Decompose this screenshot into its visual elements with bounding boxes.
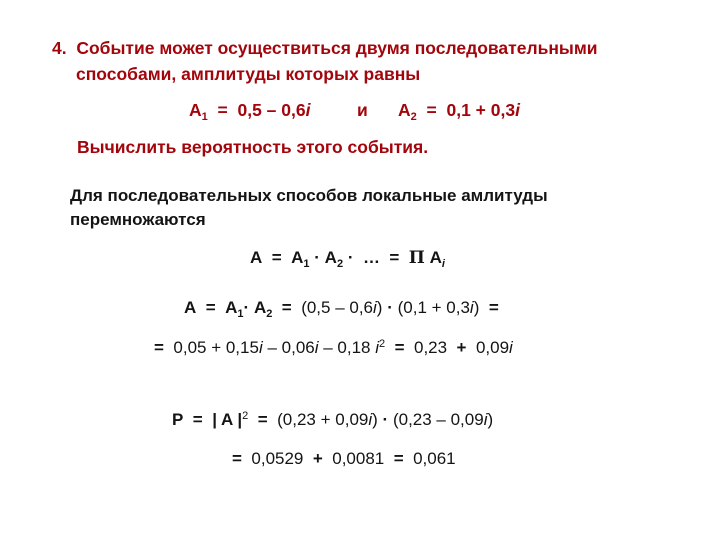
- step2-real: 0,23: [414, 338, 448, 357]
- rule-ai: A: [429, 248, 442, 267]
- step2-eq2: =: [394, 338, 405, 357]
- result-plus: +: [312, 449, 323, 468]
- result-v1: 0,0529: [251, 449, 304, 468]
- prob-factor1-close: ): [372, 410, 378, 429]
- rule-dots: …: [362, 248, 380, 267]
- problem-text-1: Событие может осуществиться двумя последовательными: [76, 38, 598, 58]
- step1-dot1: ·: [243, 298, 250, 317]
- rule-s2: 2: [336, 258, 344, 270]
- prob-factor2-close: ): [487, 410, 494, 429]
- rule-a2: A: [324, 248, 337, 267]
- amp1-imag: i: [305, 100, 311, 120]
- amp1-eq: =: [217, 100, 228, 120]
- prob-factor2: (0,23 – 0,09: [392, 410, 484, 429]
- amplitude-1: [189, 100, 310, 123]
- problem-number: 4.: [52, 38, 67, 58]
- rule-eq1: =: [271, 248, 282, 267]
- step1-a2: A: [253, 298, 267, 317]
- step1-eq3: =: [488, 298, 499, 317]
- rule-prod: Π: [408, 248, 425, 268]
- amplitude-2: [398, 100, 520, 123]
- prob-power: 2: [242, 410, 249, 422]
- amp2-symbol: A: [398, 100, 411, 120]
- step2-term3: – 0,18: [323, 338, 376, 357]
- prob-factor2-imag: i: [483, 410, 488, 429]
- step2-eq1: =: [154, 338, 164, 357]
- step2-term2-imag: i: [314, 338, 319, 357]
- step1-a1: A: [225, 298, 238, 317]
- rule-eq2: =: [389, 248, 400, 267]
- step1-factor1-imag: i: [373, 298, 377, 317]
- step2-imag: i: [509, 338, 513, 357]
- step2-term2: – 0,06: [267, 338, 315, 357]
- step1-factor1-close: ): [376, 298, 383, 317]
- rule-dot2: ·: [347, 248, 354, 267]
- step2-plus: +: [456, 338, 467, 357]
- step2-term1-imag: i: [258, 338, 263, 357]
- prob-dot: ·: [382, 410, 389, 429]
- rule-dot1: ·: [314, 248, 320, 267]
- step1-factor2: (0,1 + 0,3: [397, 298, 470, 317]
- step1-factor2-imag: i: [469, 298, 474, 317]
- step2-term1: 0,05 + 0,15: [173, 338, 259, 357]
- problem-line-2: способами, амплитуды которых равны: [76, 64, 421, 84]
- prob-abs: | A |: [212, 410, 243, 429]
- step1-eq2: =: [281, 298, 292, 317]
- result-v3: 0,061: [413, 449, 456, 468]
- step1-factor1: (0,5 – 0,6: [301, 298, 374, 317]
- step1-s1: 1: [237, 308, 244, 320]
- step1-eq1: =: [205, 298, 216, 317]
- problem-line-1: [52, 38, 598, 59]
- rule-s1: 1: [303, 258, 310, 270]
- step1-dot: ·: [387, 298, 393, 317]
- step-1: [184, 298, 499, 320]
- rule-si: i: [441, 258, 445, 270]
- prob-factor1: (0,23 + 0,09: [277, 410, 369, 429]
- solution-intro-2: перемножаются: [70, 210, 206, 229]
- result: [232, 449, 456, 469]
- amp1-symbol: A: [189, 100, 202, 120]
- probability-formula: [172, 410, 493, 430]
- step1-factor2-close: ): [473, 298, 480, 317]
- prob-eq2: =: [257, 410, 268, 429]
- result-v2: 0,0081: [332, 449, 385, 468]
- amp2-imag: i: [515, 100, 520, 120]
- step2-imag-coef: 0,09: [475, 338, 510, 357]
- rule-lhs: A: [250, 248, 263, 267]
- task-text: Вычислить вероятность этого события.: [77, 137, 429, 157]
- amp2-eq: =: [426, 100, 437, 120]
- amp1-sub: 1: [201, 111, 208, 123]
- result-eq1: =: [232, 449, 242, 468]
- step2-term3-power: 2: [379, 338, 386, 350]
- prob-p: P: [172, 410, 184, 429]
- conjunction: и: [357, 100, 368, 120]
- amp2-value: 0,1 + 0,3: [446, 100, 516, 120]
- product-rule: [250, 248, 445, 270]
- prob-factor1-imag: i: [368, 410, 373, 429]
- prob-eq1: =: [192, 410, 203, 429]
- amp1-value: 0,5 – 0,6: [237, 100, 306, 120]
- step1-s2: 2: [266, 308, 273, 320]
- rule-a1: A: [291, 248, 304, 267]
- step1-lhs: A: [184, 298, 197, 317]
- solution-intro-1: Для последовательных способов локальные амлитуды: [70, 186, 548, 205]
- step-2: [154, 338, 513, 358]
- step2-term3-imag: i: [375, 338, 380, 357]
- result-eq2: =: [393, 449, 404, 468]
- amp2-sub: 2: [410, 111, 417, 123]
